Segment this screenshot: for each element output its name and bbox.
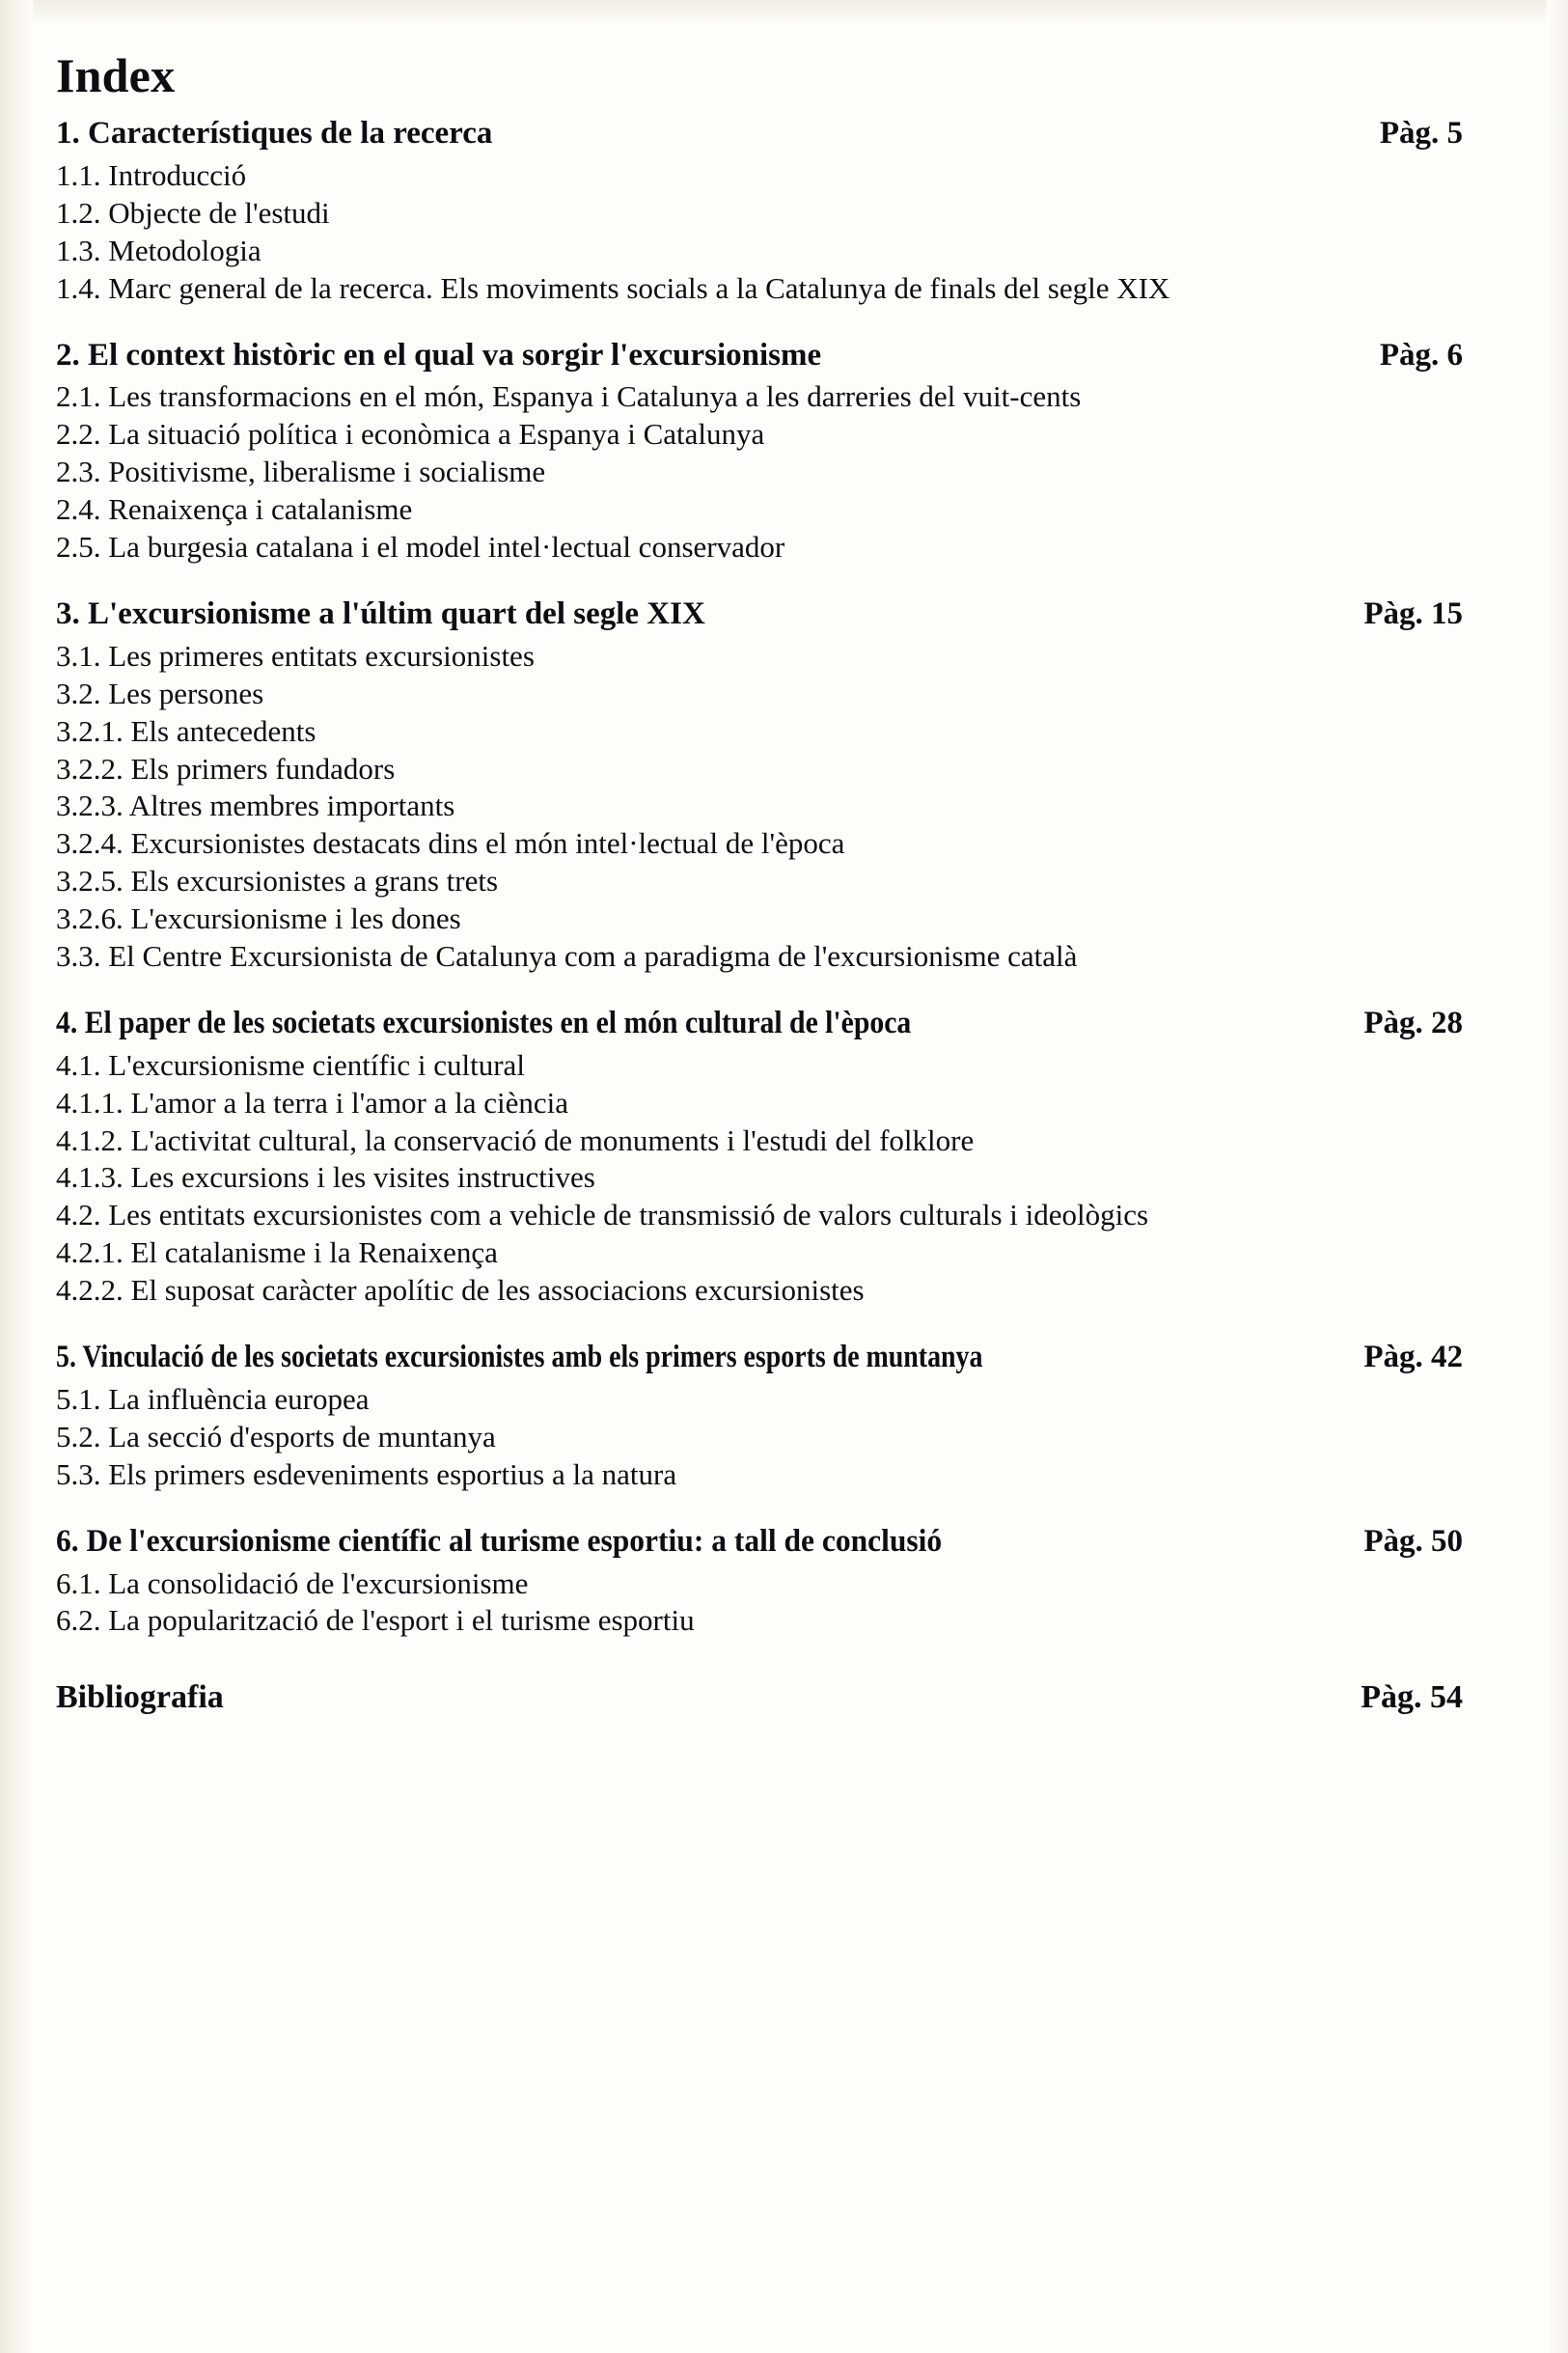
- toc-section-heading: [56, 1523, 1463, 1561]
- toc-section-heading: [56, 595, 1463, 633]
- toc-section: [56, 1523, 1463, 1641]
- toc-subentry: 2.4. Renaixença i catalanisme: [56, 492, 413, 527]
- toc-subentry: 4.1.1. L'amor a la terra i l'amor a la ciència: [56, 1085, 569, 1120]
- toc-section-heading: [56, 337, 1463, 374]
- toc-subentry: 1.1. Introducció: [56, 157, 247, 192]
- toc-subentry: 1.4. Marc general de la recerca. Els moviments socials a la Catalunya de finals del segle XIX: [56, 270, 1170, 305]
- toc-subentry: 1.2. Objecte de l'estudi: [56, 195, 330, 230]
- toc-subentry: 4.1.3. Les excursions i les visites instructives: [56, 1160, 595, 1195]
- toc-subentry: 6.2. La popularització de l'esport i el turisme esportiu: [56, 1603, 695, 1638]
- toc-subentry: 3.2.6. L'excursionisme i les dones: [56, 901, 461, 936]
- toc-section: [56, 115, 1463, 308]
- toc-subentry: 3.2.1. Els antecedents: [56, 713, 316, 748]
- toc-subentry: 2.2. La situació política i econòmica a Espanya i Catalunya: [56, 417, 765, 452]
- toc-subentry: 4.1. L'excursionisme científic i cultural: [56, 1047, 525, 1082]
- scan-edge-shadow-left: [0, 0, 33, 2353]
- toc-subentry: 2.1. Les transformacions en el món, Espanya i Catalunya a les darreries del vuit-cents: [56, 379, 1082, 414]
- toc-subentry: 5.3. Els primers esdeveniments esportius a la natura: [56, 1456, 677, 1491]
- toc-subentry: 3.3. El Centre Excursionista de Catalunya com a paradigma de l'excursionisme català: [56, 938, 1078, 973]
- toc-section-heading: [56, 1339, 1463, 1376]
- toc-section-heading: [56, 115, 1463, 152]
- toc-section-page-ref: Pàg. 28: [1363, 1005, 1463, 1040]
- toc-subentry: 2.3. Positivisme, liberalisme i socialisme: [56, 455, 546, 489]
- toc-section-page-ref: Pàg. 15: [1363, 595, 1463, 631]
- toc-section-list: [56, 115, 1463, 1640]
- toc-subentry: 4.2.2. El suposat caràcter apolític de les associacions excursionistes: [56, 1273, 865, 1308]
- toc-subentry: 5.1. La influència europea: [56, 1381, 370, 1416]
- toc-subentry: 4.2. Les entitats excursionistes com a vehicle de transmissió de valors culturals i ideològics: [56, 1198, 1149, 1232]
- toc-section: [56, 1005, 1463, 1310]
- toc-subentry: 2.5. La burgesia catalana i el model intel·lectual conservador: [56, 530, 785, 564]
- toc-subentry: 1.3. Metodologia: [56, 233, 261, 267]
- toc-section-title: 4. El paper de les societats excursionistes en el món cultural de l'època: [56, 1005, 912, 1040]
- toc-section-page-ref: Pàg. 5: [1379, 116, 1463, 151]
- toc-section-title: 6. De l'excursionisme científic al turisme esportiu: a tall de conclusió: [56, 1523, 943, 1559]
- page-title: Index: [56, 48, 176, 102]
- toc-subentry: 4.1.2. L'activitat cultural, la conservació de monuments i l'estudi del folklore: [56, 1122, 975, 1157]
- toc-section-title: 1. Característiques de la recerca: [56, 116, 493, 151]
- toc-section-title: 3. L'excursionisme a l'últim quart del segle XIX: [56, 595, 705, 631]
- toc-subentry: 3.2. Les persones: [56, 676, 264, 710]
- toc-subentry: 4.2.1. El catalanisme i la Renaixença: [56, 1235, 498, 1270]
- toc-section: [56, 337, 1463, 567]
- scan-edge-shadow-top: [0, 0, 1568, 25]
- toc-entry-bibliografia: [56, 1678, 1463, 1718]
- toc-subentry: 3.1. Les primeres entitats excursionistes: [56, 638, 535, 673]
- toc-section-page-ref: Pàg. 50: [1363, 1523, 1463, 1559]
- table-of-contents: [56, 50, 1463, 1718]
- toc-section-title: 5. Vinculació de les societats excursionistes amb els primers esports de muntanya: [56, 1340, 983, 1375]
- toc-subentry: 3.2.4. Excursionistes destacats dins el món intel·lectual de l'època: [56, 826, 845, 861]
- toc-subentry: 3.2.2. Els primers fundadors: [56, 751, 396, 786]
- toc-section-page-ref: Pàg. 42: [1363, 1340, 1463, 1375]
- scan-edge-shadow-right: [1547, 0, 1568, 2353]
- toc-subentry: 3.2.3. Altres membres importants: [56, 789, 455, 823]
- toc-section: [56, 595, 1463, 976]
- toc-section-page-ref: Pàg. 6: [1379, 337, 1463, 373]
- toc-subentry: 5.2. La secció d'esports de muntanya: [56, 1419, 496, 1453]
- toc-section-heading: [56, 1005, 1463, 1042]
- toc-subentry: 6.1. La consolidació de l'excursionisme: [56, 1565, 529, 1600]
- bibliografia-label: Bibliografia: [56, 1679, 224, 1716]
- bibliografia-page-ref: Pàg. 54: [1361, 1679, 1463, 1716]
- toc-subentry: 3.2.5. Els excursionistes a grans trets: [56, 864, 499, 899]
- toc-section-title: 2. El context històric en el qual va sorgir l'excursionisme: [56, 337, 822, 373]
- toc-section: [56, 1339, 1463, 1494]
